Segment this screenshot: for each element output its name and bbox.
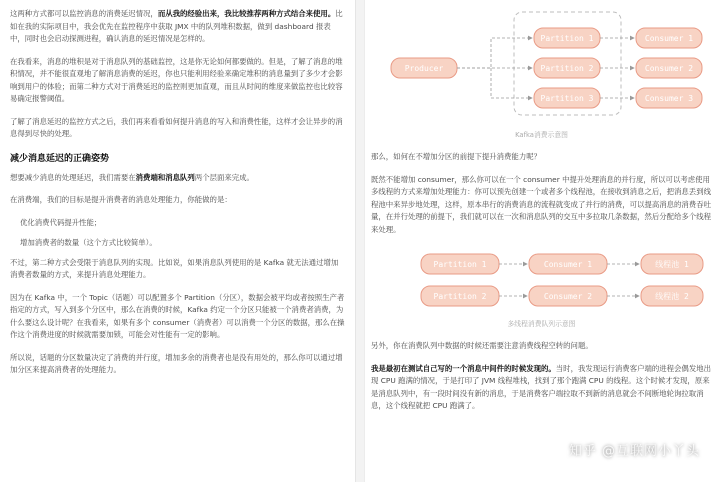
watermark: 知乎 @互联网小丫头 bbox=[568, 444, 700, 459]
partition-label: Partition 2 bbox=[433, 292, 487, 301]
paragraph-7: 因为在 Kafka 中，一个 Topic（话题）可以配置多个 Partition（分区），数据会被平均或者按照生产者指定的方式，写入到多个分区中，那么在消费的时候，Kafka 约定一个分区只能被一个消费者消费，为什么要这么设计呢？在我看来，如果有多个 consumer（消费者）可以消费一个分区的数据，那么在操作这个消费进度的时候就需要加锁，可能会对性能有一定的影响。 bbox=[10, 292, 345, 339]
diagram-caption: Kafka消费示意图 bbox=[515, 131, 568, 139]
diagram-caption: 多线程消费队列示意图 bbox=[507, 320, 576, 328]
paragraph-2: 在我看来，消息的堆积是对于消息队列的基础监控，这是你无论如何都要做的。但是，了解了消息的堆积情况，并不能很直观地了解消息消费的延迟，你也只能利用经验来确定堆积的消息量到了多少才会影响到用户的体验；而第二种方式对于消费延迟的监控则更加直观，而且从时间的维度来做监控也比较容易确定报警阈值。 bbox=[10, 56, 343, 103]
section-heading: 减少消息延迟的正确姿势 bbox=[10, 153, 110, 164]
kafka-consumption-diagram bbox=[371, 4, 711, 129]
paragraph-3: 另外，你在消费队列中数据的时候还需要注意消费线程空转的问题。 bbox=[371, 341, 593, 350]
paragraph-1 bbox=[10, 8, 345, 46]
paragraph-2: 既然不能增加 consumer，那么你可以在一个 consumer 中提升处理消息的并行度，所以可以考虑使用多线程的方式来增加处理能力：你可以预先创建一个或者多个线程池，在接收到消息之后，把消息丢到线程池中来异步地处理，这样，原本串行的消费消息的流程就变成了并行的消费，可以提高消息的消费吞吐量，在并行处理的前提下，我们就可以在一次和消息队列的交互中多拉取几条数据，然后分配给多个线程来处理。 bbox=[371, 174, 711, 234]
partition-label: Partition 2 bbox=[540, 64, 594, 73]
text: 当时，我发现运行消费客户端的进程会偶发地出现 CPU 跑满的情况，于是打印了 JVM 线程堆栈，找到了那个跑满 CPU 的线程。这个时候才发现，原来是消息队列中，有一段时间没有新的消息，于是消费客户端拉取不到新的消息就会不间断地轮询拉取消息，这个线程就把 CPU 跑满了。 bbox=[371, 363, 711, 410]
list-item: 优化消费代码提升性能； bbox=[20, 217, 102, 227]
partition-label: Partition 3 bbox=[540, 94, 594, 103]
paragraph-8: 所以说，话题的分区数量决定了消费的并行度，增加多余的消费者也是没有用处的，那么你可以通过增加分区来提高消费者的处理能力。 bbox=[10, 352, 343, 374]
text: 比如在我的实际项目中，我会优先在监控程序中获取 JMX 中的队列堆积数据，做到 dashboard 报表中，同时也会启动探测进程，确认消息的延迟情况是怎样的。 bbox=[10, 9, 343, 43]
paragraph-6: 不过，第二种方式会受限于消息队列的实现。比如说，如果消息队列使用的是 Kafka 就无法通过增加消费者数量的方式，来提升消息处理能力。 bbox=[10, 257, 339, 279]
partition-label: Partition 1 bbox=[540, 34, 594, 43]
arrow bbox=[491, 68, 532, 98]
bold-text: 而从我的经验出来，我比较推荐两种方式结合来使用。 bbox=[157, 9, 336, 18]
text: 两个层面来完成。 bbox=[194, 172, 254, 182]
paragraph-4 bbox=[10, 172, 345, 185]
paragraph-4 bbox=[371, 363, 712, 413]
arrow bbox=[457, 38, 532, 68]
multithread-consumption-diagram bbox=[371, 246, 711, 318]
text: 想要减少消息的处理延迟，我们需要在 bbox=[10, 172, 136, 182]
text: 这两种方式都可以监控消息的消费延迟情况， bbox=[10, 9, 158, 18]
partition-label: Partition 1 bbox=[433, 260, 487, 269]
right-page bbox=[364, 0, 720, 482]
thread-pool-label: 线程池 2 bbox=[655, 292, 689, 301]
consumer-label: Consumer 3 bbox=[644, 94, 694, 103]
list-item: 增加消费者的数量（这个方式比较简单）。 bbox=[20, 237, 157, 247]
consumer-label: Consumer 2 bbox=[644, 64, 694, 73]
consumer-label: Consumer 1 bbox=[644, 34, 694, 43]
bold-text: 消费端和消息队列 bbox=[135, 172, 195, 182]
bold-text: 我是最初在测试自己写的一个消息中间件的时候发现的。 bbox=[371, 363, 556, 373]
producer-label: Producer bbox=[404, 64, 444, 73]
thread-pool-label: 线程池 1 bbox=[655, 260, 689, 269]
left-page bbox=[0, 0, 356, 482]
page-gap bbox=[356, 0, 364, 482]
paragraph-3: 了解了消息延迟的监控方式之后，我们再来看看如何提升消息的写入和消费性能，这样才会让异步的消息得到尽快的处理。 bbox=[10, 116, 343, 138]
paragraph-1: 那么，如何在不增加分区的前提下提升消费能力呢？ bbox=[371, 152, 541, 161]
consumer-label: Consumer 1 bbox=[543, 260, 593, 269]
paragraph-5: 在消费端，我们的目标是提升消费者的消息处理能力，你能做的是： bbox=[10, 195, 232, 204]
consumer-label: Consumer 2 bbox=[543, 292, 593, 301]
